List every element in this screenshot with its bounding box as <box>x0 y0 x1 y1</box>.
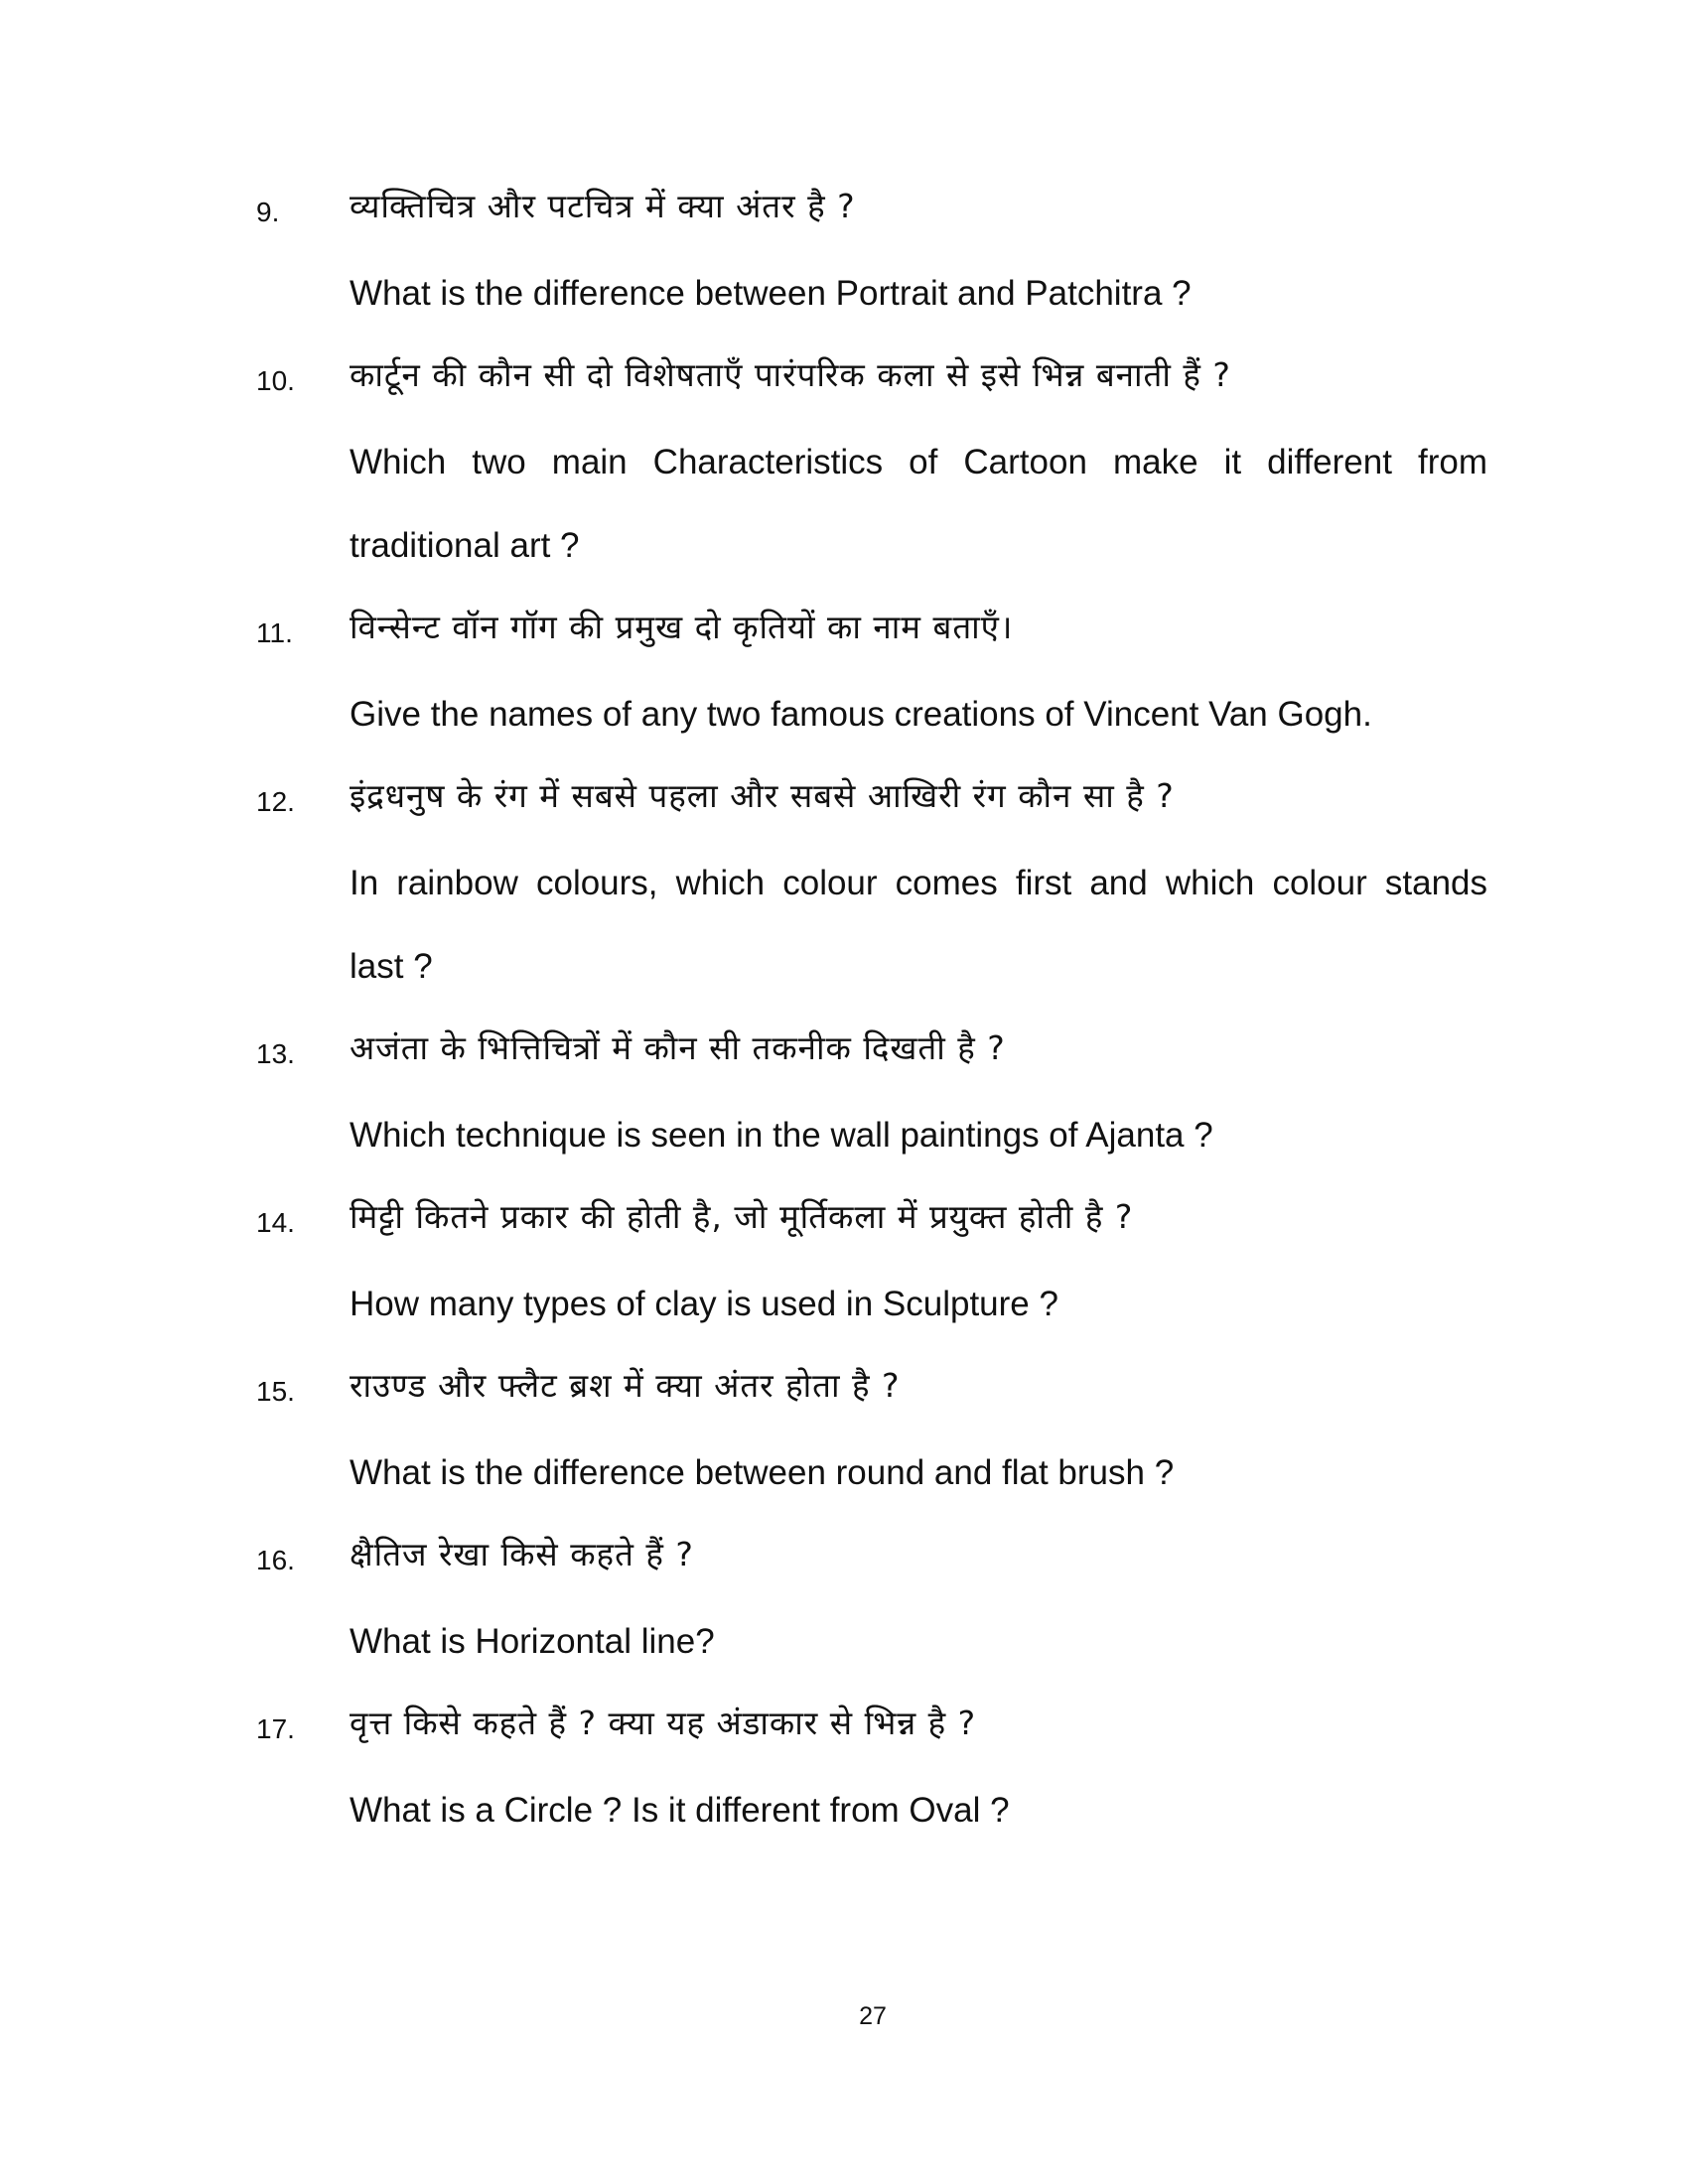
question-13-hindi: अजंता के भित्तिचित्रों में कौन सी तकनीक दिखती है ? <box>350 1028 1006 1067</box>
question-12-number: 12. <box>256 786 295 817</box>
question-13-number: 13. <box>256 1038 295 1069</box>
question-17-number: 17. <box>256 1713 295 1744</box>
question-10-hindi: कार्टून की कौन सी दो विशेषताएँ पारंपरिक कला से इसे भिन्न बनाती हैं ? <box>350 355 1231 394</box>
question-17-english: What is a Circle ? Is it different from Oval ? <box>350 1791 1010 1830</box>
question-10-number: 10. <box>256 365 295 396</box>
question-16-english: What is Horizontal line? <box>350 1622 715 1661</box>
question-11-hindi: विन्सेन्ट वॉन गॉग की प्रमुख दो कृतियों का नाम बताएँ। <box>350 608 1014 646</box>
question-14-number: 14. <box>256 1207 295 1238</box>
question-12-english-line-2: last ? <box>350 947 433 986</box>
question-12-english-line-1: In rainbow colours, which colour comes first and which colour stands <box>350 864 1487 902</box>
question-9-english: What is the difference between Portrait and Patchitra ? <box>350 274 1192 313</box>
question-17-hindi: वृत्त किसे कहते हैं ? क्या यह अंडाकार से भिन्न है ? <box>350 1704 977 1742</box>
question-10-english-line-1: Which two main Characteristics of Cartoon make it different from <box>350 443 1487 481</box>
question-15-english: What is the difference between round and flat brush ? <box>350 1453 1175 1492</box>
question-14-hindi: मिट्टी कितने प्रकार की होती है, जो मूर्तिकला में प्रयुक्त होती है ? <box>350 1197 1134 1236</box>
question-9-number: 9. <box>256 197 280 227</box>
question-10-english-line-2: traditional art ? <box>350 526 580 565</box>
question-14-english: How many types of clay is used in Sculpture ? <box>350 1285 1058 1323</box>
question-9-hindi: व्यक्तिचित्र और पटचित्र में क्या अंतर है ? <box>350 187 856 225</box>
question-16-hindi: क्षैतिज रेखा किसे कहते हैं ? <box>350 1535 694 1573</box>
question-15-number: 15. <box>256 1376 295 1407</box>
question-15-hindi: राउण्ड और फ्लैट ब्रश में क्या अंतर होता है ? <box>350 1366 901 1405</box>
page-number: 27 <box>859 2002 887 2030</box>
question-11-english: Give the names of any two famous creations of Vincent Van Gogh. <box>350 695 1372 734</box>
question-12-hindi: इंद्रधनुष के रंग में सबसे पहला और सबसे आखिरी रंग कौन सा है ? <box>350 776 1175 815</box>
question-16-number: 16. <box>256 1545 295 1575</box>
question-13-english: Which technique is seen in the wall paintings of Ajanta ? <box>350 1116 1213 1155</box>
question-11-number: 11. <box>256 617 293 648</box>
